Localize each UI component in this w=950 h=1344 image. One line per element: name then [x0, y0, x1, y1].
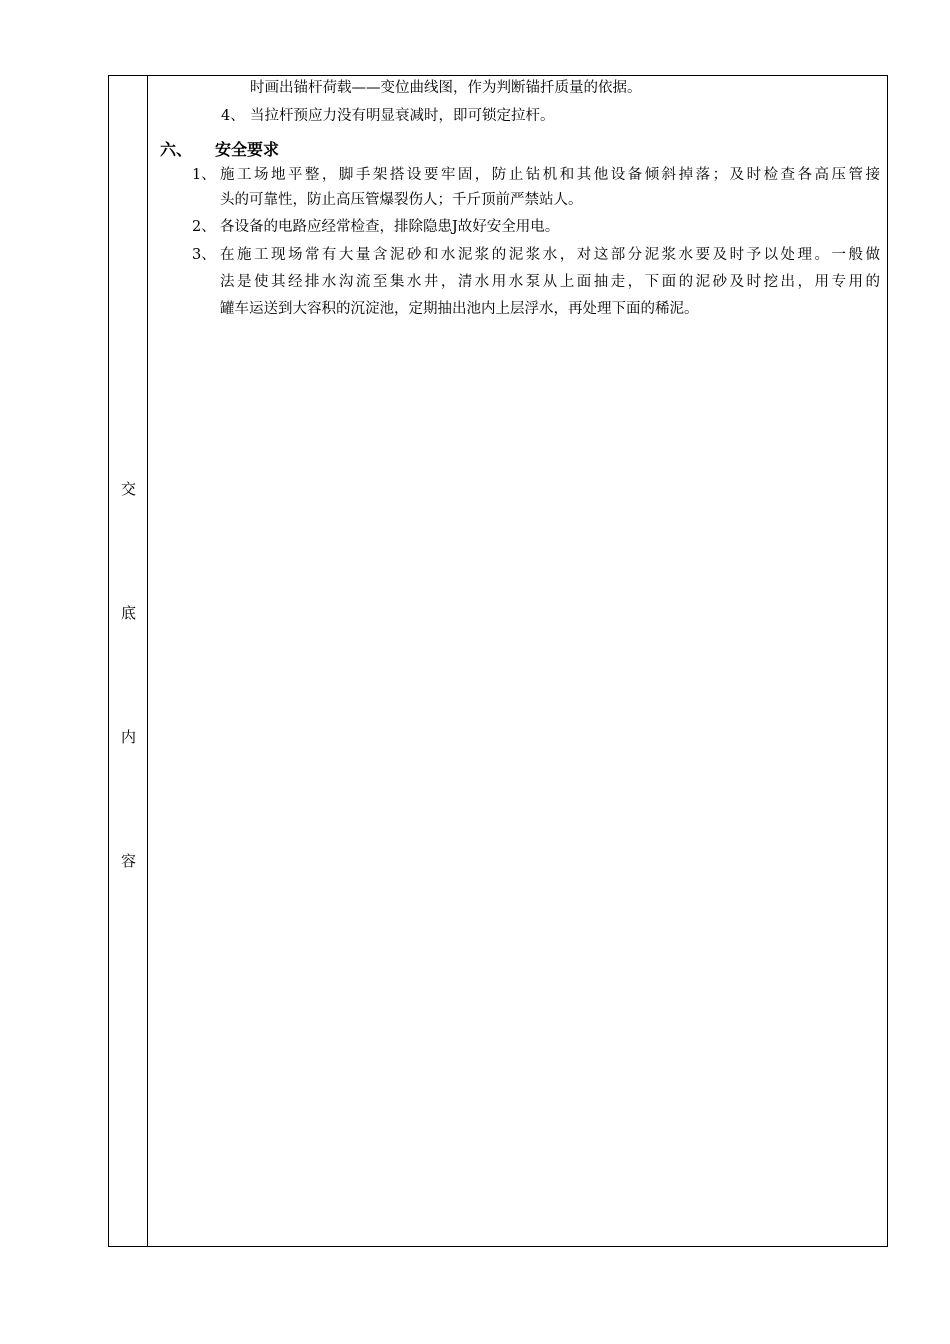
item-text: 当拉杆预应力没有明显衰减时，即可锁定拉杆。 — [250, 108, 555, 124]
item-text-line: 各设备的电路应经常检查，排除隐患J故好安全用电。 — [220, 219, 560, 235]
disclosure-table — [108, 75, 888, 1247]
item-text-line: 罐车运送到大容积的沉淀池，定期抽出池内上层浮水，再处理下面的稀泥。 — [220, 301, 699, 317]
item-number: 3、 — [192, 247, 216, 263]
side-label-char: 内 — [120, 728, 136, 746]
section-title: 安全要求 — [215, 140, 280, 159]
side-label-char: 交 — [120, 480, 136, 498]
side-label-char: 底 — [120, 604, 136, 622]
item-text-line: 施工场地平整，脚手架搭设要牢固，防止钻机和其他设备倾斜掉落；及时检查各高压管接 — [220, 167, 880, 183]
item-number: 2、 — [192, 219, 216, 235]
section-number: 六、 — [160, 140, 193, 159]
continuation-line: 时画出锚杆荷载——变位曲线图，作为判断锚扦质量的依据。 — [250, 80, 642, 96]
item-number: 4、 — [221, 108, 245, 124]
side-label-column — [109, 76, 148, 1246]
item-text-line: 在施工现场常有大量含泥砂和水泥浆的泥浆水，对这部分泥浆水要及时予以处理。一般做 — [220, 247, 880, 263]
item-number: 1、 — [192, 167, 216, 183]
content-cell — [149, 76, 887, 1246]
item-text-line: 法是使其经排水沟流至集水井，清水用水泵从上面抽走，下面的泥砂及时挖出，用专用的 — [220, 274, 880, 290]
side-label-char: 容 — [120, 852, 136, 870]
item-text-line: 头的可靠性，防止高压管爆裂伤人；千斤顶前严禁站人。 — [220, 192, 583, 208]
